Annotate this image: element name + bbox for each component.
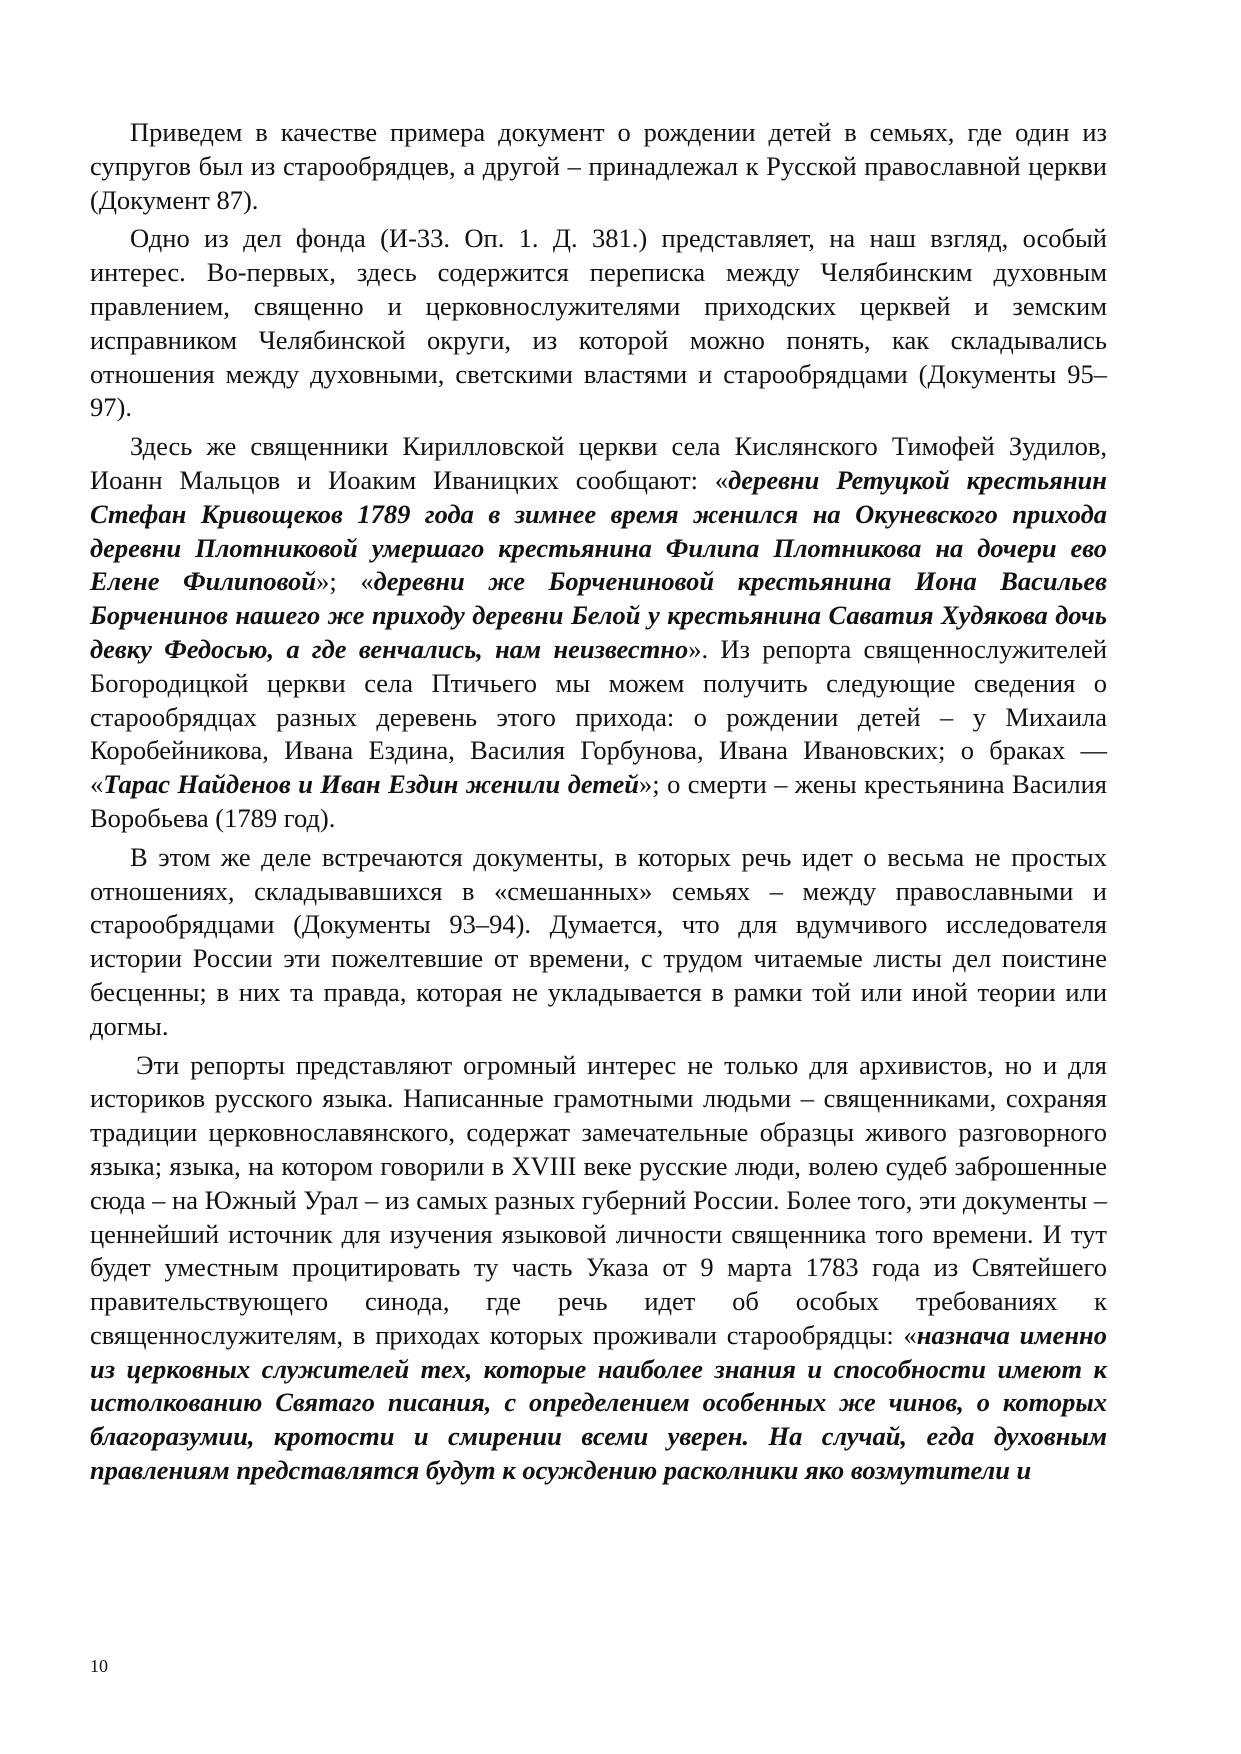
text-segment: В этом же деле встречаются документы, в которых речь идет о весьма не простых отношениях, складывавшихся в «смешанных» семьях – между православными и старообрядцами (Документы 93–94). Думается, что для вдумчивого исследователя истории России эти пожелтевшие от времени, с трудом читаемые листы дел поистине бесценны; в них та правда, которая не укладывается в рамки той или иной теории или догмы. bbox=[90, 841, 1107, 1041]
page-number: 10 bbox=[90, 1656, 108, 1676]
text-segment: ». Из репорта священнослужителей Богородицкой церкви села Птичьего мы можем получить следующие сведения о старообрядцах разных деревень этого прихода: о рождении детей – у Михаила Коробейникова, Ивана Ездина, Василия Горбунова, Ивана Ивановских; о браках — « bbox=[90, 633, 1107, 800]
paragraph bbox=[90, 222, 1107, 425]
quoted-archival-text: деревни же Борчениновой крестьянина Иона Васильев Борченинов нашего же приходу деревни Белой у крестьянина Саватия Худякова дочь девку Федосью, а где венчались, нам неизвестно bbox=[90, 566, 1107, 664]
text-segment: Здесь же священники Кирилловской церкви села Кислянского Тимофей Зудилов, Иоанн Мальцов и Иоаким Иваницких сообщают: « bbox=[90, 431, 1107, 495]
text-segment: Эти репорты представляют огромный интерес не только для архивистов, но и для историков русского языка. Написанные грамотными людьми – священниками, сохраняя традиции церковнославянского, содержат замечательные образцы живого разговорного языка; языка, на котором говорили в XVIII веке русские люди, волею судеб заброшенные сюда – на Южный Урал – из самых разных губерний России. Более того, эти документы – ценнейший источник для изучения языковой личности священника того времени. И тут будет уместным процитировать ту часть Указа от 9 марта 1783 года из Святейшего правительствующего синода, где речь идет об особых требованиях к священнослужителям, в приходах которых проживали старообрядцы: « bbox=[90, 1049, 1107, 1350]
paragraph bbox=[90, 116, 1107, 217]
text-segment: »; о смерти – жены крестьянина Василия Воробьева (1789 год). bbox=[90, 769, 1107, 833]
quoted-archival-text: назнача именно из церковных служителей тех, которые наиболее знания и способности имеют к истолкованию Святаго писания, с определением особенных же чинов, о которых благоразумии, кротости и смирении всеми уверен. На случай, егда духовным правлениям представлятся будут к осуждению расколники яко возмутители и bbox=[90, 1319, 1107, 1486]
text-segment: Приведем в качестве примера документ о рождении детей в семьях, где один из супругов был из старообрядцев, а другой – принадлежал к Русской православной церкви (Документ 87). bbox=[90, 117, 1107, 215]
paragraph bbox=[90, 841, 1107, 1044]
paragraph bbox=[90, 1049, 1107, 1488]
text-segment: Одно из дел фонда (И-33. Оп. 1. Д. 381.) представляет, на наш взгляд, особый интерес. Во-первых, здесь содержится переписка между Челябинским духовным правлением, священно и церковнослужителями приходских церквей и земским исправником Челябинской округи, из которой можно понять, как складывались отношения между духовными, светскими властями и старообрядцами (Документы 95–97). bbox=[90, 223, 1107, 423]
text-segment: »; « bbox=[316, 566, 374, 597]
quoted-archival-text: Тарас Найденов и Иван Ездин женили детей bbox=[103, 769, 640, 800]
paragraph bbox=[90, 430, 1107, 836]
quoted-archival-text: деревни Ретуцкой крестьянин Стефан Кривощеков 1789 года в зимнее время женился на Окуневского прихода деревни Плотниковой умершаго крестьянина Филипа Плотникова на дочери ево Елене Филиповой bbox=[90, 464, 1107, 597]
document-body bbox=[90, 116, 1107, 1493]
